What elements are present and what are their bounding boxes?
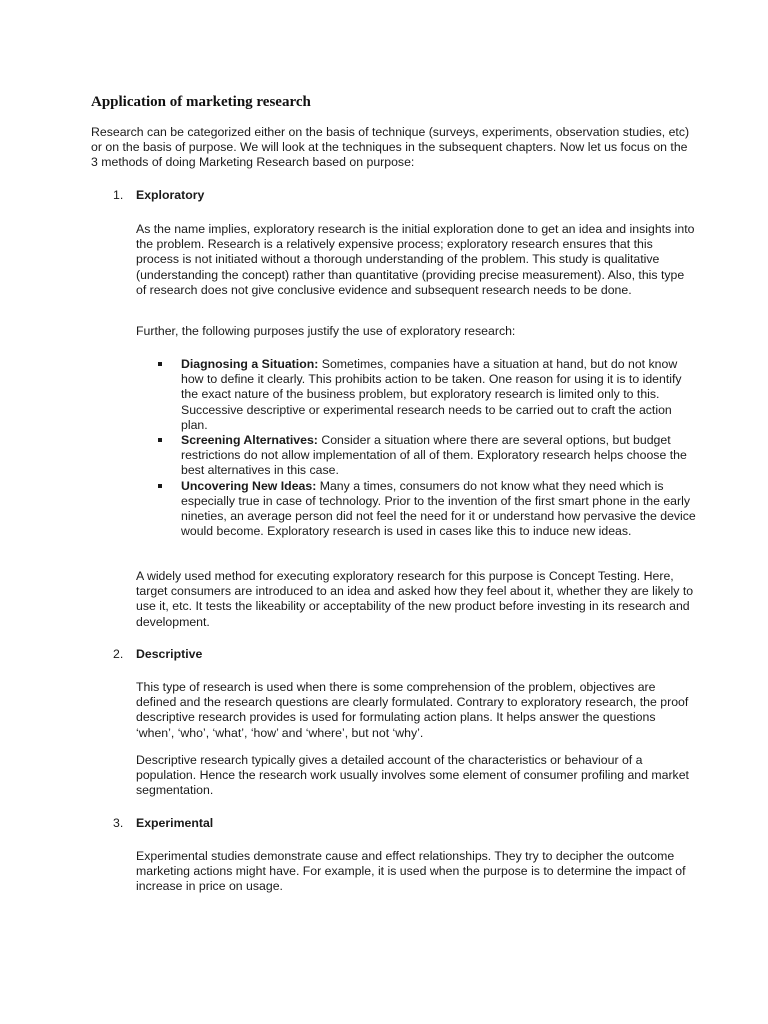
descriptive-paragraph-1: This type of research is used when there is some comprehension of the problem, objectives are defined and the research questions are clearly formulated. Contrary to exploratory research, the proof descriptive research provides is used for formulating action plans. It helps answer the questions ‘when’, ‘who’, ‘what’, ‘how’ and ‘where’, but not ‘why’.	[136, 680, 689, 740]
list-item	[136, 433, 696, 479]
list-item-lead: Uncovering New Ideas:	[181, 478, 317, 493]
exploratory-paragraph-2: Further, the following purposes justify the use of exploratory research:	[136, 324, 516, 338]
purposes-list	[136, 357, 696, 539]
list-item-text: Consider a situation where there are several options, but budget restrictions do not allow implementation of all of them. Exploratory research helps choose the best alternatives in this case.	[181, 433, 687, 478]
list-item	[136, 479, 696, 540]
list-item-text: Many a times, consumers do not know what they need which is especially true in case of technology. Prior to the invention of the first smart phone in the early nineties, an average person did not feel the need for it or understand how pervasive the device would become. Exploratory research is used in cases like this to induce new ideas.	[181, 478, 696, 539]
square-bullet-icon	[158, 362, 162, 366]
list-item-text: Sometimes, companies have a situation at hand, but do not know how to define it clearly. This prohibits action to be taken. One reason for using it is to identify the exact nature of the business problem, but exploratory research is limited only to this. Successive descriptive or experimental research needs to be carried out to craft the action plan.	[181, 357, 682, 432]
descriptive-paragraph-2: Descriptive research typically gives a detailed account of the characteristics or behaviour of a population. Hence the research work usually involves some element of consumer profiling and market segmentation.	[136, 753, 689, 798]
intro-paragraph: Research can be categorized either on the basis of technique (surveys, experiments, observation studies, etc) or on the basis of purpose. We will look at the techniques in the subsequent chapters. Now let us focus on the 3 methods of doing Marketing Research based on purpose:	[91, 125, 690, 170]
list-item	[136, 357, 696, 433]
section-heading-descriptive: Descriptive	[136, 647, 203, 661]
section-number: 3.	[113, 816, 124, 830]
square-bullet-icon	[158, 484, 162, 488]
section-heading-exploratory: Exploratory	[136, 188, 205, 202]
list-item-lead: Screening Alternatives:	[181, 433, 318, 448]
page-title: Application of marketing research	[91, 94, 311, 110]
section-number: 1.	[113, 188, 124, 202]
section-number: 2.	[113, 647, 124, 661]
list-item-lead: Diagnosing a Situation:	[181, 357, 319, 371]
exploratory-paragraph-3: A widely used method for executing exploratory research for this purpose is Concept Testing. Here, target consumers are introduced to an idea and asked how they feel about it, whether they are likely to use it, etc. It tests the likeability or acceptability of the new product before investing in its research and development.	[136, 569, 694, 629]
square-bullet-icon	[158, 438, 162, 442]
experimental-paragraph-1: Experimental studies demonstrate cause and effect relationships. They try to decipher the outcome marketing actions might have. For example, it is used when the purpose is to determine the impact of increase in price on usage.	[136, 849, 686, 894]
exploratory-paragraph-1: As the name implies, exploratory research is the initial exploration done to get an idea and insights into the problem. Research is a relatively expensive process; exploratory research ensures that this process is not initiated without a thorough understanding of the problem. This study is qualitative (understanding the concept) rather than quantitative (providing precise measurement). Also, this type of research does not give conclusive evidence and subsequent research needs to be done.	[136, 222, 695, 297]
section-heading-experimental: Experimental	[136, 816, 214, 830]
